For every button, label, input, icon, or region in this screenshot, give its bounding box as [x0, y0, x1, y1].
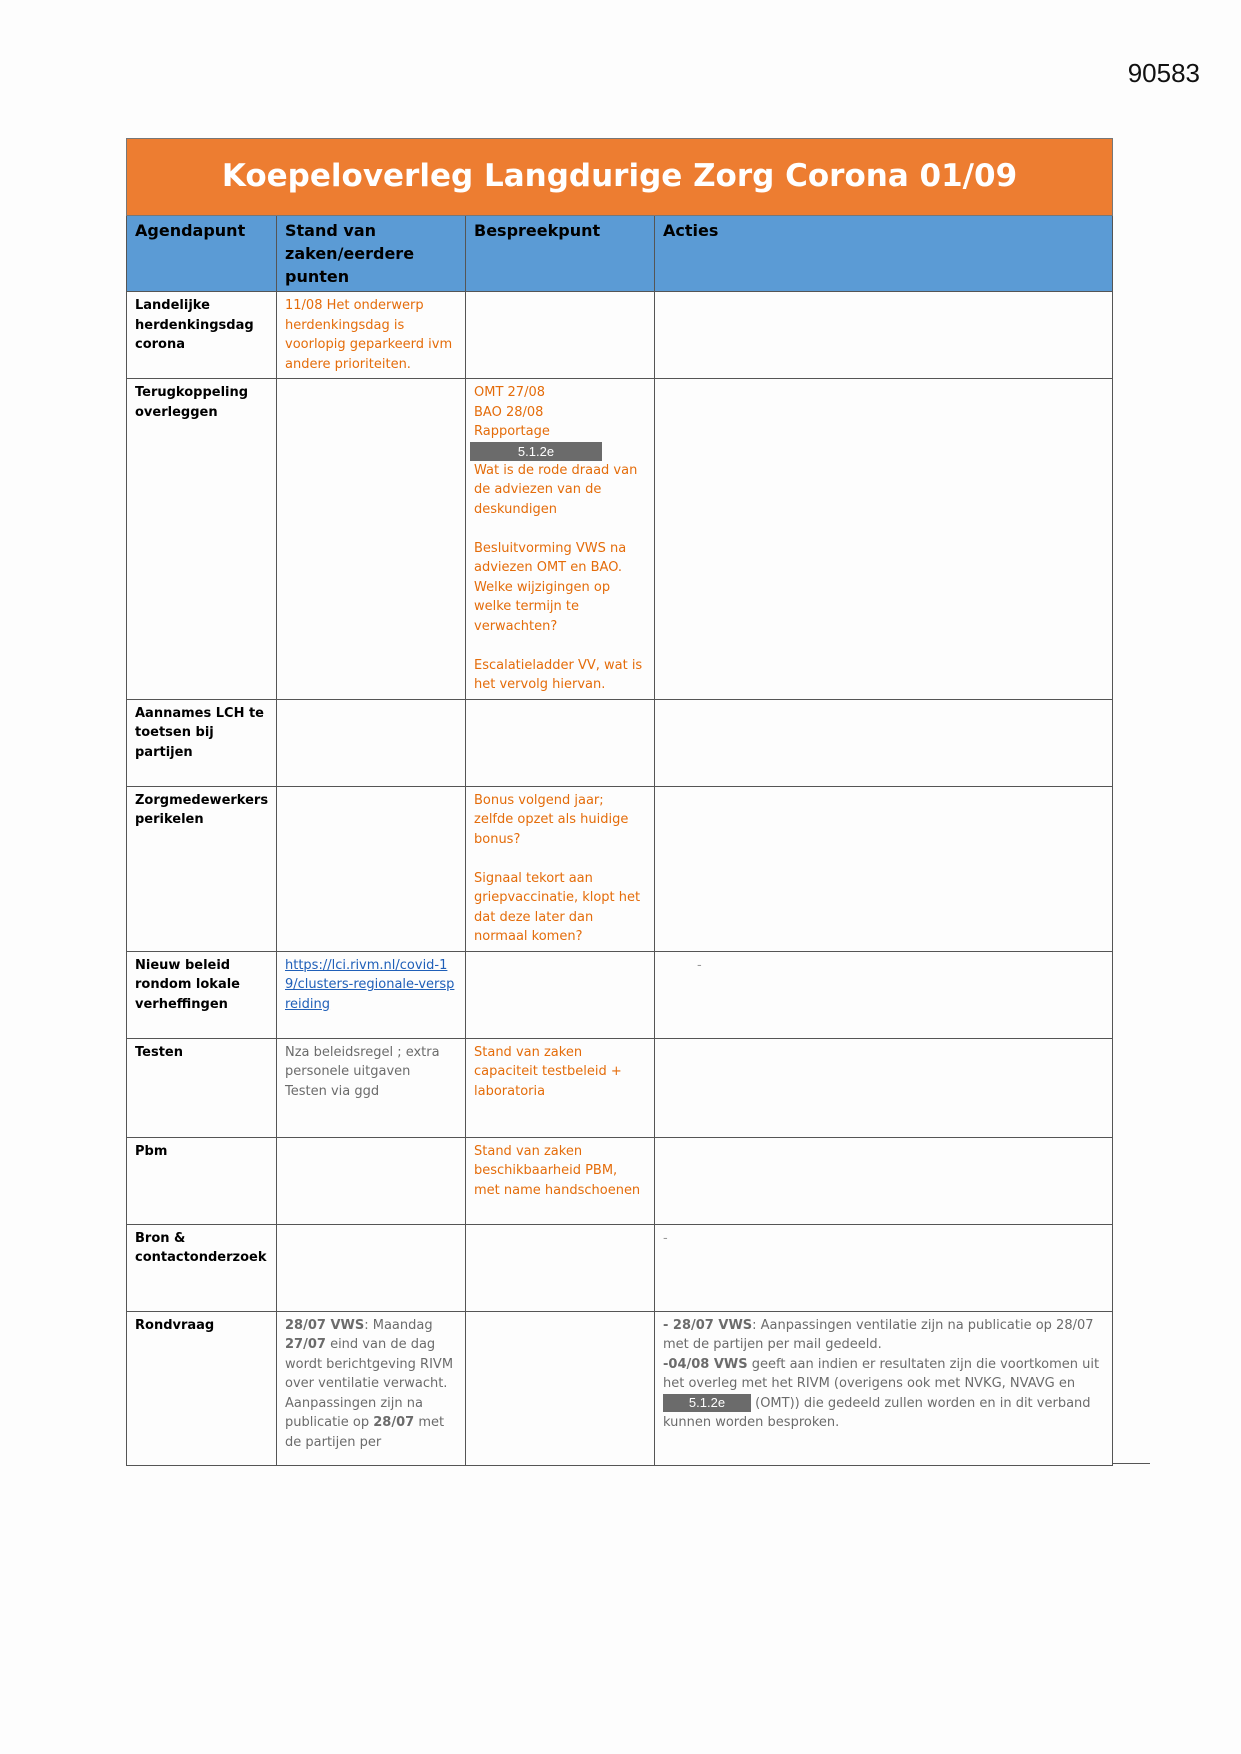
- column-header-agendapunt: Agendapunt: [127, 216, 277, 292]
- column-header-stand: Stand van zaken/eerdere punten: [277, 216, 466, 292]
- header-row: [127, 216, 1113, 292]
- stand-cell: [277, 786, 466, 951]
- agenda-point: Terugkoppeling overleggen: [127, 379, 277, 700]
- acties-cell: [655, 786, 1113, 951]
- agenda-point: Rondvraag: [127, 1311, 277, 1465]
- agenda-point: Zorgmedewerkers perikelen: [127, 786, 277, 951]
- acties-cell: [655, 1224, 1113, 1311]
- actie-text: geeft aan indien er resultaten zijn die voortkomen uit het overleg met het RIVM (overigens ook met NVKG, NVAVG en: [663, 1356, 1100, 1391]
- stand-text: eind van de dag wordt berichtgeving RIVM over ventilatie verwacht. Aanpassingen zijn na publicatie op: [285, 1337, 454, 1430]
- acties-cell: [655, 1311, 1113, 1465]
- bespreekpunt-cell: [466, 699, 655, 786]
- bespreekpunt-cell: [466, 1224, 655, 1311]
- table-row: [127, 292, 1113, 379]
- stand-cell: [277, 1311, 466, 1465]
- table-row: [127, 379, 1113, 700]
- agenda-point: Aannames LCH te toetsen bij partijen: [127, 699, 277, 786]
- stand-cell: [277, 951, 466, 1038]
- agenda-point: Pbm: [127, 1137, 277, 1224]
- table-row: [127, 786, 1113, 951]
- acties-cell: [655, 1038, 1113, 1137]
- agenda-point: Bron & contactonderzoek: [127, 1224, 277, 1311]
- dash-mark: -: [663, 1230, 668, 1246]
- column-header-acties: Acties: [655, 216, 1113, 292]
- stand-cell: [277, 1224, 466, 1311]
- redaction-box: 5.1.2e: [470, 442, 602, 461]
- date-bold: 28/07: [373, 1415, 415, 1430]
- rivm-link[interactable]: https://lci.rivm.nl/covid-19/clusters-regionale-verspreiding: [285, 957, 455, 1012]
- acties-cell: [655, 951, 1113, 1038]
- stand-cell: [277, 1137, 466, 1224]
- date-bold: 28/07 VWS: [285, 1317, 365, 1333]
- acties-cell: [655, 699, 1113, 786]
- stand-cell: [277, 379, 466, 700]
- agenda-point: Testen: [127, 1038, 277, 1137]
- bespreekpunt-text: Wat is de rode draad van de adviezen van de deskundigen Besluitvorming VWS na adviezen OMT en BAO. Welke wijzigingen op welke termijn te verwachten? Escalatieladder VV, wat is het vervolg hiervan.: [474, 462, 643, 692]
- bespreekpunt-cell: [466, 951, 655, 1038]
- document-number: 90583: [1127, 58, 1200, 88]
- actie-date: -04/08 VWS: [663, 1356, 748, 1372]
- acties-cell: [655, 1137, 1113, 1224]
- title-row: [127, 139, 1113, 216]
- bespreekpunt-cell: Stand van zaken capaciteit testbeleid + laboratoria: [466, 1038, 655, 1137]
- stand-text: : Maandag: [364, 1317, 433, 1333]
- column-header-bespreekpunt: Bespreekpunt: [466, 216, 655, 292]
- stand-text: met de partijen per: [285, 1415, 445, 1450]
- date-bold: 27/07: [285, 1337, 326, 1352]
- table-row: [127, 1224, 1113, 1311]
- table-row: [127, 1311, 1113, 1465]
- actie-text: (OMT)) die gedeeld zullen worden en in dit verband kunnen worden besproken.: [663, 1395, 1091, 1430]
- bespreekpunt-text: OMT 27/08 BAO 28/08 Rapportage: [474, 385, 550, 439]
- acties-cell: [655, 292, 1113, 379]
- acties-cell: [655, 379, 1113, 700]
- stand-cell: Nza beleidsregel ; extra personele uitgaven Testen via ggd: [277, 1038, 466, 1137]
- agenda-point: Landelijke herdenkingsdag corona: [127, 292, 277, 379]
- agenda-point: Nieuw beleid rondom lokale verheffingen: [127, 951, 277, 1038]
- table-row: [127, 1137, 1113, 1224]
- actie-text: : Aanpassingen ventilatie zijn na publicatie op 28/07 met de partijen per mail gedeeld.: [663, 1317, 1094, 1352]
- actie-item: [663, 1316, 1104, 1355]
- bespreekpunt-cell: [466, 1311, 655, 1465]
- stand-cell: 11/08 Het onderwerp herdenkingsdag is voorlopig geparkeerd ivm andere prioriteiten.: [277, 292, 466, 379]
- agenda-table: [126, 138, 1113, 1466]
- dash-mark: -: [697, 957, 702, 973]
- actie-date: - 28/07 VWS: [663, 1317, 753, 1333]
- bespreekpunt-cell: Bonus volgend jaar; zelfde opzet als huidige bonus? Signaal tekort aan griepvaccinatie, klopt het dat deze later dan normaal komen?: [466, 786, 655, 951]
- bespreekpunt-cell: [466, 379, 655, 700]
- bespreekpunt-cell: Stand van zaken beschikbaarheid PBM, met name handschoenen: [466, 1137, 655, 1224]
- table-row: [127, 1038, 1113, 1137]
- table-row: [127, 951, 1113, 1038]
- table-title: Koepeloverleg Langdurige Zorg Corona 01/09: [127, 139, 1113, 216]
- table-row: [127, 699, 1113, 786]
- actie-item: [663, 1355, 1104, 1433]
- stand-cell: [277, 699, 466, 786]
- redaction-box: 5.1.2e: [663, 1394, 751, 1412]
- table-bottom-extension: [1112, 1463, 1150, 1464]
- bespreekpunt-cell: [466, 292, 655, 379]
